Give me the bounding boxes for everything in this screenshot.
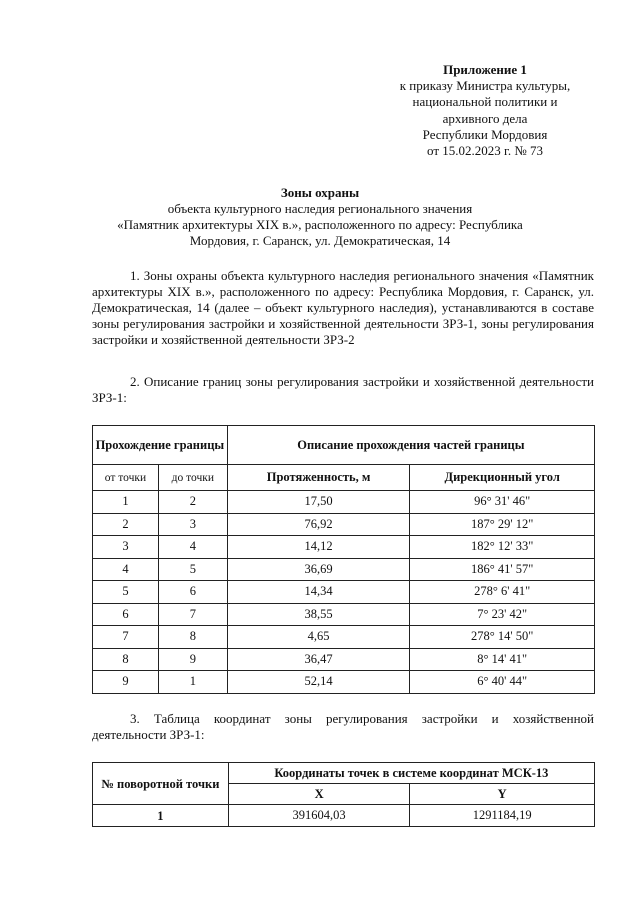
paragraph-2 <box>92 374 594 406</box>
cell-length: 52,14 <box>227 671 410 694</box>
cell-length: 36,47 <box>227 648 410 671</box>
cell-length: 36,69 <box>227 558 410 581</box>
cell-angle: 278° 14' 50" <box>410 626 595 649</box>
cell-angle: 96° 31' 46" <box>410 491 595 514</box>
cell-to: 9 <box>158 648 227 671</box>
table-header-row <box>93 763 595 784</box>
table-row <box>93 558 595 581</box>
paragraph-3-text: 3. Таблица координат зоны регулирования застройки и хозяйственной деятельности ЗРЗ-1: <box>92 711 594 743</box>
col-y: Y <box>410 784 595 805</box>
document-title <box>90 185 550 249</box>
cell-angle: 6° 40' 44" <box>410 671 595 694</box>
boundary-table <box>92 425 595 694</box>
cell-length: 76,92 <box>227 513 410 536</box>
table-row <box>93 648 595 671</box>
col-x: X <box>228 784 410 805</box>
cell-length: 17,50 <box>227 491 410 514</box>
table-row <box>93 513 595 536</box>
cell-from: 7 <box>93 626 159 649</box>
cell-x: 391604,03 <box>228 805 410 827</box>
cell-angle: 7° 23' 42" <box>410 603 595 626</box>
cell-from: 1 <box>93 491 159 514</box>
col-from: от точки <box>93 465 159 491</box>
cell-from: 5 <box>93 581 159 604</box>
paragraph-1-text: 1. Зоны охраны объекта культурного наследия регионального значения «Памятник архитектуры XIX в.», расположенного по адресу: Республика Мордовия, г. Саранск, ул. Демократическая, 14 (далее – объект культурного наследия), устанавливаются в составе зоны регулирования застройки и хозяйственной деятельности ЗРЗ-1, зоны регулирования застройки и хозяйственной деятельности ЗРЗ-2 <box>92 268 594 348</box>
cell-from: 8 <box>93 648 159 671</box>
cell-angle: 278° 6' 41" <box>410 581 595 604</box>
header-point: № поворотной точки <box>93 763 229 805</box>
cell-length: 38,55 <box>227 603 410 626</box>
cell-to: 4 <box>158 536 227 559</box>
table-row <box>93 536 595 559</box>
header-coords: Координаты точек в системе координат МСК-13 <box>228 763 594 784</box>
coordinates-table <box>92 762 595 827</box>
appendix-line: от 15.02.2023 г. № 73 <box>426 143 544 159</box>
header-description: Описание прохождения частей границы <box>227 426 594 465</box>
cell-length: 4,65 <box>227 626 410 649</box>
paragraph-1 <box>92 268 594 348</box>
cell-to: 7 <box>158 603 227 626</box>
cell-to: 1 <box>158 671 227 694</box>
cell-from: 6 <box>93 603 159 626</box>
title-line: Мордовия, г. Саранск, ул. Демократическая, 14 <box>189 233 451 248</box>
title-line: объекта культурного наследия регионального значения <box>167 201 473 216</box>
appendix-line: национальной политики и <box>412 94 558 110</box>
table-row <box>93 671 595 694</box>
title-heading: Зоны охраны <box>280 185 360 200</box>
col-angle: Дирекционный угол <box>410 465 595 491</box>
appendix-block <box>360 62 610 159</box>
cell-from: 4 <box>93 558 159 581</box>
cell-to: 8 <box>158 626 227 649</box>
cell-length: 14,12 <box>227 536 410 559</box>
cell-from: 3 <box>93 536 159 559</box>
cell-to: 2 <box>158 491 227 514</box>
table-row <box>93 581 595 604</box>
paragraph-3 <box>92 711 594 743</box>
table-row <box>93 491 595 514</box>
cell-to: 5 <box>158 558 227 581</box>
cell-length: 14,34 <box>227 581 410 604</box>
table-row <box>93 603 595 626</box>
header-passage: Прохождение границы <box>93 426 228 465</box>
table-row <box>93 626 595 649</box>
cell-point: 1 <box>93 805 229 827</box>
table-header-row <box>93 426 595 465</box>
table-row <box>93 805 595 827</box>
cell-angle: 182° 12' 33" <box>410 536 595 559</box>
cell-to: 6 <box>158 581 227 604</box>
appendix-line: архивного дела <box>442 110 528 126</box>
cell-angle: 187° 29' 12" <box>410 513 595 536</box>
cell-from: 2 <box>93 513 159 536</box>
table-subheader-row <box>93 465 595 491</box>
paragraph-2-text: 2. Описание границ зоны регулирования застройки и хозяйственной деятельности ЗРЗ-1: <box>92 374 594 406</box>
col-to: до точки <box>158 465 227 491</box>
cell-angle: 186° 41' 57" <box>410 558 595 581</box>
cell-angle: 8° 14' 41" <box>410 648 595 671</box>
cell-from: 9 <box>93 671 159 694</box>
appendix-line: к приказу Министра культуры, <box>399 78 571 94</box>
title-line: «Памятник архитектуры XIX в.», расположенного по адресу: Республика <box>117 217 523 232</box>
cell-to: 3 <box>158 513 227 536</box>
col-length: Протяженность, м <box>227 465 410 491</box>
appendix-line: Республики Мордовия <box>422 126 548 142</box>
appendix-heading: Приложение 1 <box>443 62 527 77</box>
cell-y: 1291184,19 <box>410 805 595 827</box>
